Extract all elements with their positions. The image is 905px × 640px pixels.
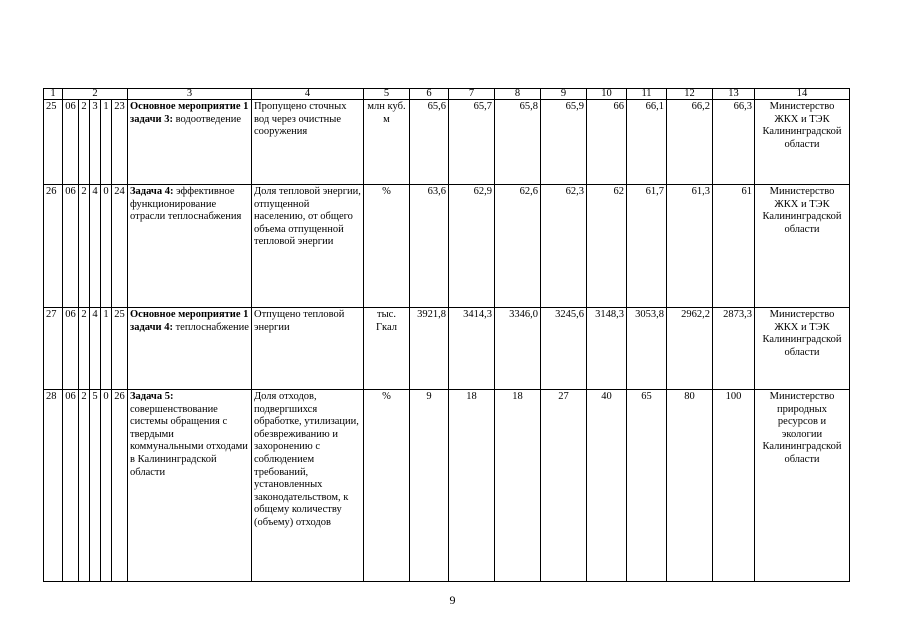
value-cell: 66,3 (713, 100, 755, 185)
value-cell: 27 (541, 390, 587, 582)
value-cell: 66,2 (667, 100, 713, 185)
code-cell: 2 (79, 308, 90, 390)
header-row (44, 89, 850, 100)
row-number: 26 (44, 185, 63, 308)
value-cell: 62,9 (449, 185, 495, 308)
header-cell: 9 (541, 89, 587, 100)
value-cell: 66,1 (627, 100, 667, 185)
code-cell: 06 (63, 185, 79, 308)
unit-cell: % (364, 390, 410, 582)
task-description: эффективное функционирование отрасли теплоснабжения (130, 186, 242, 223)
value-cell: 65,9 (541, 100, 587, 185)
code-cell: 06 (63, 100, 79, 185)
task-name-cell (128, 185, 252, 308)
header-cell: 2 (63, 89, 128, 100)
header-cell: 1 (44, 89, 63, 100)
value-cell: 40 (587, 390, 627, 582)
code-cell: 24 (112, 185, 128, 308)
value-cell: 2873,3 (713, 308, 755, 390)
task-title: Задача 4: (130, 186, 174, 197)
value-cell: 3148,3 (587, 308, 627, 390)
task-description: водоотведение (175, 113, 242, 125)
responsible-cell: Министерство ЖКХ и ТЭК Калининградской области (755, 308, 850, 390)
value-cell: 65 (627, 390, 667, 582)
header-cell: 11 (627, 89, 667, 100)
task-title: Задача 5: (130, 391, 174, 402)
header-cell: 10 (587, 89, 627, 100)
responsible-cell: Министерство природных ресурсов и экологии Калининградской области (755, 390, 850, 582)
task-title: Основное мероприятие 1 задачи 4: (130, 309, 249, 333)
code-cell: 1 (101, 308, 112, 390)
code-cell: 2 (79, 390, 90, 582)
value-cell: 62,6 (495, 185, 541, 308)
code-cell: 26 (112, 390, 128, 582)
value-cell: 65,7 (449, 100, 495, 185)
value-cell: 65,6 (410, 100, 449, 185)
indicators-table (43, 88, 850, 582)
page-number: 9 (449, 593, 456, 607)
header-cell: 8 (495, 89, 541, 100)
code-cell: 0 (101, 390, 112, 582)
value-cell: 18 (495, 390, 541, 582)
value-cell: 18 (449, 390, 495, 582)
value-cell: 80 (667, 390, 713, 582)
code-cell: 5 (90, 390, 101, 582)
table-row (44, 390, 850, 582)
value-cell: 3921,8 (410, 308, 449, 390)
value-cell: 65,8 (495, 100, 541, 185)
value-cell: 66 (587, 100, 627, 185)
task-name-cell (128, 308, 252, 390)
value-cell: 61,7 (627, 185, 667, 308)
header-cell: 12 (667, 89, 713, 100)
code-cell: 3 (90, 100, 101, 185)
code-cell: 23 (112, 100, 128, 185)
code-cell: 4 (90, 308, 101, 390)
unit-cell: тыс. Гкал (364, 308, 410, 390)
value-cell: 3414,3 (449, 308, 495, 390)
task-name-cell (128, 100, 252, 185)
unit-cell: млн куб. м (364, 100, 410, 185)
table-row (44, 185, 850, 308)
header-cell: 13 (713, 89, 755, 100)
code-cell: 4 (90, 185, 101, 308)
indicator-cell: Пропущено сточных вод через очистные сооружения (252, 100, 364, 185)
value-cell: 2962,2 (667, 308, 713, 390)
header-cell: 3 (128, 89, 252, 100)
code-cell: 2 (79, 185, 90, 308)
task-description: совершенствование системы обращения с твердыми коммунальными отходами в Калининградской области (130, 403, 248, 478)
table-row (44, 308, 850, 390)
code-cell: 25 (112, 308, 128, 390)
indicator-cell: Доля тепловой энергии, отпущенной населению, от общего объема отпущенной тепловой энергии (252, 185, 364, 308)
value-cell: 3245,6 (541, 308, 587, 390)
task-name-cell (128, 390, 252, 582)
header-cell: 5 (364, 89, 410, 100)
value-cell: 9 (410, 390, 449, 582)
code-cell: 06 (63, 390, 79, 582)
header-cell: 7 (449, 89, 495, 100)
indicator-cell: Доля отходов, подвергшихся обработке, утилизации, обезвреживанию и захоронению с соблюдением требований, установленных законодательством, к общему количеству (объему) отходов (252, 390, 364, 582)
value-cell: 61,3 (667, 185, 713, 308)
responsible-cell: Министерство ЖКХ и ТЭК Калининградской области (755, 100, 850, 185)
header-cell: 6 (410, 89, 449, 100)
value-cell: 63,6 (410, 185, 449, 308)
code-cell: 2 (79, 100, 90, 185)
row-number: 27 (44, 308, 63, 390)
unit-cell: % (364, 185, 410, 308)
task-title: Основное мероприятие 1 задачи 3: (130, 101, 249, 125)
header-cell: 14 (755, 89, 850, 100)
value-cell: 3346,0 (495, 308, 541, 390)
code-cell: 0 (101, 185, 112, 308)
code-cell: 06 (63, 308, 79, 390)
table-row (44, 100, 850, 185)
value-cell: 62 (587, 185, 627, 308)
value-cell: 3053,8 (627, 308, 667, 390)
value-cell: 61 (713, 185, 755, 308)
code-cell: 1 (101, 100, 112, 185)
indicator-cell: Отпущено тепловой энергии (252, 308, 364, 390)
responsible-cell: Министерство ЖКХ и ТЭК Калининградской области (755, 185, 850, 308)
row-number: 28 (44, 390, 63, 582)
value-cell: 62,3 (541, 185, 587, 308)
task-description: теплоснабжение (175, 321, 249, 333)
row-number: 25 (44, 100, 63, 185)
value-cell: 100 (713, 390, 755, 582)
header-cell: 4 (252, 89, 364, 100)
